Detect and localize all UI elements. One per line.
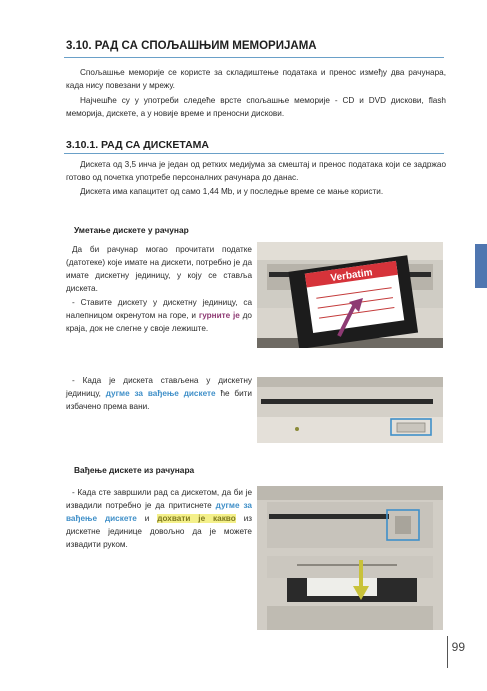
page-number: 99 [451,640,465,654]
remove-text-b: из дискетне јединице довољно да је можете извадити руком. [66,514,253,549]
photo-insert-floppy [257,242,443,348]
insert-paragraph-1: Да би рачунар могао прочитати податке (датотеке) које имате на дискети, потребно је да имате дискетну јединицу, у коју се ставља дискета. [66,245,252,293]
remove-heading: Вађење дискете из рачунара [74,465,195,475]
insert-p2-text-a: - Ставите дискету у дискетну јединицу, са налепницом окренутом на горе, и [66,298,252,320]
subsection-title-rule [64,153,444,154]
remove-highlight-button: дугме за вађење дискете [66,501,252,523]
intro-paragraph-1: Спољашње меморије се користе за складиштење података и пренос између два рачунара, када нису повезани у мрежу. [66,68,446,90]
insert-highlight-push: гурните је [198,311,240,320]
insert-paragraph-2 [66,296,252,335]
eject-note-highlight: дугме за вађење дискете [105,389,216,398]
section-title: 3.10. РАД СА СПОЉАШЊИМ МЕМОРИЈАМА [66,40,317,52]
remove-highlight-take-out: дохвати је какво [157,514,236,523]
page-number-divider [447,636,448,668]
disk-paragraph-2: Дискета има капацитет од само 1,44 Mb, и у последње време се мање користи. [80,187,384,196]
subsection-title: 3.10.1. РАД СА ДИСКЕТАМА [66,139,209,151]
disk-paragraph-1: Дискета од 3,5 инча је један од ретких медијума за смештај и пренос података који се задржао готово од почетка употребе персоналних рачунара до данас. [66,160,446,182]
remove-text-mid: и [144,514,150,523]
insert-heading: Уметање дискете у рачунар [74,225,189,235]
intro-paragraph-2: Најчешће су у употреби следеће врсте спољашње меморије - CD и DVD дискови, flash меморија, дискете, а у новије време и преносни дискови. [66,96,446,118]
section-title-rule [64,57,444,58]
insert-p2-text-b: до краја, док не слегне у своје лежиште. [66,311,252,333]
remove-text-a: - Када сте завршили рад са дискетом, да би је извадили потребно је да притиснете [66,488,252,510]
photo-drive-eject-button [257,377,443,443]
chapter-side-tab [475,244,487,288]
eject-note-text-b: ће бити избачено према вани. [66,389,252,411]
remove-paragraph [66,486,252,551]
eject-note-text-a: - Када је дискета стављена у дискетну јединицу, [66,376,252,398]
disk-brand-label: Verbatim [329,267,374,285]
photo-eject-floppy [257,486,443,630]
eject-note-paragraph [66,374,252,413]
